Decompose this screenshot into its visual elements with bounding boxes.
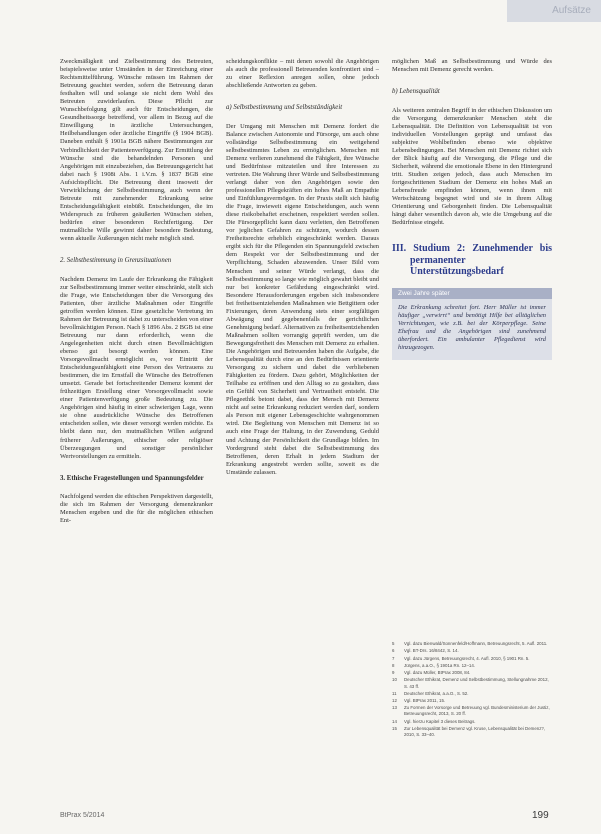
- case-box-title: Zwei Jahre später: [392, 288, 552, 299]
- column-2: [226, 58, 379, 477]
- paragraph: Nachfolgend werden die ethischen Perspektiven dargestellt, die sich im Rahmen der Versorgung demenzkranker Menschen ergeben und die für die möglichen ethischen Ent-: [60, 493, 213, 525]
- footnote: [392, 677, 552, 689]
- footnote: [392, 656, 552, 662]
- footnote-number: 12: [392, 698, 397, 704]
- footnote-text: Vgl. dazu Bienwald/Sonnenfeld/Hoffmann, Betreuungsrecht, 5. Aufl. 2011.: [404, 641, 548, 646]
- study-heading: III. Studium 2: Zunehmender bis permanenter Unterstützungsbedarf: [392, 243, 552, 278]
- footnote-number: 9: [392, 670, 395, 676]
- case-box: [392, 288, 552, 360]
- footnote-number: 6: [392, 648, 395, 654]
- journal-issue: BtPrax 5/2014: [60, 812, 105, 819]
- footnote-text: Jürgens, a.a.O., § 1901a Rn. 12–14.: [404, 662, 476, 668]
- footnote: [392, 670, 552, 676]
- paragraph: Zweckmäßigkeit und Zielbestimmung des Betreuten, beispielsweise unter Umständen in der Einreichung einer Rechtsmittelführung. Wünsche müssen im Rahmen der Betreuung geachtet werden, sofern die Betreuung daran festhalten will und solange sie nicht dem Wohl des Betreuten zuwiderlaufen. Diese Pflicht zur Wunschbefolgung gilt auch für Entscheidungen, die Gesundheitssorge betreffend, vor allem in Bezug auf die Einwilligung in ärztliche Untersuchungen, Heilbehandlungen oder ärztliche Eingriffe (§ 1904 BGB). Daneben enthält § 1901a BGB nähere Bestimmungen zur Verbindlichkeit der Patientenverfügung. Zur Ermittlung der Wünsche sind die behandelnden Personen und Angehörigen mit einzubeziehen, das Betreuungsgericht hat dabei nach § 1908i Abs. 1 i.V.m. § 1837 BGB eine Aufsichtspflicht. Die Betreuung dient insoweit der Verwirklichung der Selbstbestimmung, auch wenn der Betreute mit zunehmender Erkrankung seine Entscheidungsfähigkeit einbüßt. Entscheidungen, die im Widerspruch zu früheren geäußerten Wünschen stehen, bedürfen einer besonderen Rechtfertigung. Der mutmaßliche Wille gewinnt daher besondere Bedeutung, wenn aktuelle Äußerungen nicht mehr möglich sind.: [60, 58, 213, 243]
- footnote-text: Vgl. dazu Jürgens, Betreuungsrecht, 4. Aufl. 2010, § 1901 Rn. 5.: [404, 655, 530, 661]
- section-heading: 3. Ethische Fragestellungen und Spannungsfelder: [60, 474, 204, 482]
- footnote-number: 14: [392, 718, 397, 724]
- footnote: [392, 705, 552, 717]
- footnote: [392, 648, 552, 654]
- section-heading: 2. Selbstbestimmung in Grenzsituationen: [60, 257, 172, 265]
- footnote: [392, 691, 552, 697]
- footnote-number: 11: [392, 690, 397, 696]
- footnote-text: Zu Formen der Vorsorge und Betreuung vgl. Bundesministerium der Justiz, Betreuungsrecht, 2013, S. 20 ff.: [404, 705, 550, 717]
- footnote-text: Vgl. dazu Müller, BtPrax 2008, 84.: [404, 670, 471, 676]
- footnote-text: Deutscher Ethikrat, Demenz und Selbstbestimmung, Stellungnahme 2012, S. 43 ff.: [404, 677, 549, 689]
- footnote-number: 8: [392, 662, 395, 668]
- paragraph: Nachdem Demenz im Laufe der Erkrankung die Fähigkeit zur Selbstbestimmung immer weiter einschränkt, stellt sich die Frage, wie Entscheidungen über die Versorgung des Patienten, über ärztliche Maßnahmen oder Eingriffe getroffen werden können. Eine gesetzliche Vertretung im Rahmen der Betreuung ist dabei zu unterscheiden von einer bevollmächtigten Person. Nach § 1896 Abs. 2 BGB ist eine Betreuung nur dann erforderlich, wenn die Angelegenheiten nicht durch einen Bevollmächtigten ebenso gut besorgt werden können. Eine Vorsorgevollmacht ermöglicht es, vor Eintritt der Entscheidungsunfähigkeit eine Person des Vertrauens zu bestimmen, die im Ernstfall die Wünsche des Betroffenen umsetzt. Gerade bei fortschreitender Demenz kommt der frühzeitigen Erstellung einer Vorsorgevollmacht sowie einer Patientenverfügung große Bedeutung zu. Die Angehörigen sind häufig in einer schwierigen Lage, wenn sie ohne ausdrückliche Wünsche des Betroffenen entscheiden sollen, wie dieser versorgt werden möchte. Es bleibt dann nur, den mutmaßlichen Willen aufgrund früherer Äußerungen, ethischer oder religiöser Überzeugungen und sonstiger persönlicher Wertvorstellungen zu ermitteln.: [60, 275, 213, 460]
- footnote-number: 10: [392, 677, 397, 683]
- footnote-text: Vgl. BtPrax 2011, 15.: [404, 698, 446, 704]
- footnote-text: Vgl. BT-Drs. 16/8442, S. 14.: [404, 648, 459, 654]
- column-3: [392, 58, 552, 360]
- section-heading: a) Selbstbestimmung und Selbstständigkeit: [226, 104, 343, 112]
- case-box-text: Die Erkrankung schreitet fort. Herr Müller ist immer häufiger „verwirrt“ und benötigt Hilfe bei alltäglichen Verrichtungen, wie z.B. bei der Körperpflege. Seine Ehefrau und die Angehörigen sind zunehmend überfordert. Ein ambulanter Pflegedienst wird hinzugezogen.: [398, 303, 546, 352]
- section-heading: b) Lebensqualität: [392, 88, 440, 96]
- paragraph: Als weiteren zentralen Begriff in der ethischen Diskussion um die Versorgung demenzkranker Menschen steht die Lebensqualität. Die Definition von Lebensqualität ist von individuellen Vorstellungen geprägt und umfasst das subjektive Wohlbefinden ebenso wie objektive Lebensbedingungen. Bei Menschen mit Demenz richtet sich der Blick häufig auf die Versorgung, die Pflege und die Sicherheit, während die emotionale Ebene in den Hintergrund tritt. Studien zeigen jedoch, dass auch Menschen im fortgeschrittenen Stadium der Demenz ein hohes Maß an Lebensfreude empfinden können, wenn ihnen mit Wertschätzung begegnet wird und sie in ihrem Alltag Orientierung und Geborgenheit finden. Die Lebensqualität hängt daher wesentlich davon ab, wie die Umgebung auf die Bedürfnisse eingeht.: [392, 106, 552, 227]
- column-1: [60, 58, 213, 525]
- section-tab: Aufsätze: [507, 0, 601, 22]
- footnote: [392, 698, 552, 704]
- footnote: [392, 719, 552, 725]
- footnote-number: 15: [392, 726, 397, 731]
- footnotes: [392, 641, 552, 739]
- page-number: 199: [532, 810, 549, 821]
- footnote-text: Vgl. hierzu Kapitel 3 dieses Beitrags.: [404, 718, 476, 724]
- footnote-text: Deutscher Ethikrat, a.a.O., S. 52.: [404, 690, 469, 696]
- footnote: [392, 641, 552, 647]
- footnote: [392, 726, 552, 738]
- paragraph: möglichen Maß an Selbstbestimmung und Würde des Menschen mit Demenz gerecht werden.: [392, 58, 552, 74]
- footnote: [392, 663, 552, 669]
- footnote-number: 13: [392, 705, 397, 711]
- footnote-number: 7: [392, 655, 395, 661]
- footnote-number: 5: [392, 641, 395, 646]
- paragraph: scheidungskonflikte – mit denen sowohl die Angehörigen als auch die professionell Betreuenden konfrontiert sind – zu einer Reflexion anregen sollen, ohne jedoch abschließende Antworten zu geben.: [226, 58, 379, 90]
- paragraph: Der Umgang mit Menschen mit Demenz fordert die Balance zwischen Autonomie und Fürsorge, um auch ohne vollständige Selbstbestimmung ein weitgehend selbstbestimmtes Leben zu ermöglichen. Menschen mit Demenz verlieren zunehmend die Fähigkeit, ihre Wünsche und Bedürfnisse mitzuteilen und ihre Interessen zu vertreten. Die Wahrung ihrer Würde und Selbstbestimmung verlangt daher von den Angehörigen sowie den professionellen Pflegekräften ein hohes Maß an Empathie und Einfühlungsvermögen. In der Praxis stellt sich häufig die Frage, inwieweit eigene Entscheidungen, auch wenn diese risikobehaftet erscheinen, respektiert werden sollen. Die Fürsorgepflicht kann dazu verleiten, den Betroffenen vor jeglichen Gefahren zu schützen, wodurch dessen Freiheitsrechte erheblich eingeschränkt werden. Daraus ergibt sich für die Pflegenden ein Spannungsfeld zwischen dem Respekt vor der Selbstbestimmung und der Verpflichtung, Schaden abzuwenden. Unser Bild vom Menschen und seiner Würde verlangt, dass die Selbstbestimmung so lange wie möglich gewahrt bleibt und nur bei konkreter Gefährdung eingeschränkt wird. Besondere Herausforderungen ergeben sich insbesondere bei freiheitsentziehenden Maßnahmen wie Bettgittern oder Fixierungen, deren Anwendung stets einer sorgfältigen Abwägung und gegebenenfalls der gerichtlichen Genehmigung bedarf. Alternativen zu freiheitsentziehenden Maßnahmen sollten vorrangig geprüft werden, um die Bewegungsfreiheit des Menschen mit Demenz zu erhalten. Die Angehörigen und Betreuenden haben die Aufgabe, die Lebensqualität durch eine an den Bedürfnissen orientierte Versorgung zu sichern und dabei die verbliebenen Fähigkeiten zu fördern. Dazu gehört, Möglichkeiten der Teilhabe zu eröffnen und den Alltag so zu gestalten, dass ein Gefühl von Sicherheit und Vertrautheit entsteht. Die Pflegeethik betont dabei, dass der Mensch mit Demenz nicht auf seine Erkrankung reduziert werden darf, sondern als Person mit eigener Lebensgeschichte wahrgenommen wird. Die Begleitung von Menschen mit Demenz ist so auch eine Frage der Haltung, in der Zuwendung, Geduld und Achtung der Persönlichkeit die Grundlage bilden. Im Vordergrund steht dabei die Selbstbestimmung des Betroffenen, deren Erhalt in jedem Stadium der Erkrankung angestrebt werden sollte, soweit es die Umstände zulassen.: [226, 122, 379, 476]
- footnote-text: Zur Lebensqualität bei Demenz vgl. Kruse, Lebensqualität bei Demenz?, 2010, S. 33–40.: [404, 726, 546, 738]
